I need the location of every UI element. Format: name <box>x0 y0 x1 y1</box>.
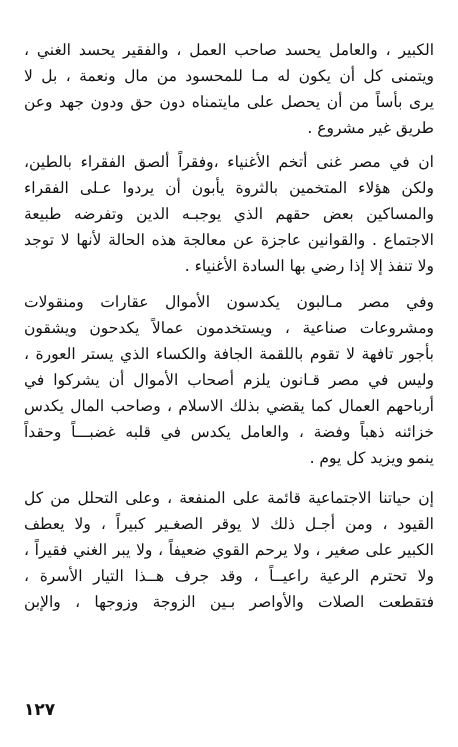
text-line: ولا تنفذ إلا إذا رضي بها السادة الأغنياء . <box>184 257 434 275</box>
text-line: ان في مصر غنى أتخم الأغنياء ،وفقراً ألصق الفقراء بالطين، <box>24 153 434 171</box>
text-line: خزائنه ذهباً وفضة ، والعامل يكدس في قلبه غضبـــاً وحقداً <box>24 423 434 441</box>
text-line: إن حياتنا الاجتماعية قائمة على المنفعة ، وعلى التحلل من كل <box>24 489 434 507</box>
text-line: ولكن هؤلاء المتخمين بالثروة يأبون أن يردوا عـلى الفقراء <box>24 179 434 197</box>
text-line: ويتمنى كل أن يكون له مـا للمحسود من مال ونعمة ، بل لا <box>24 67 434 85</box>
text-line: ينمو ويزيد كل يوم . <box>309 449 434 467</box>
text-line: الكبير على صغير ، ولا يرحم القوي ضعيفاً ، ولا يبر الغني فقيراً ، <box>24 541 434 559</box>
text-line: الكبير ، والعامل يحسد صاحب العمل ، والفقير يحسد الغني ، <box>24 41 434 59</box>
text-line: يرى بأساً من أن يحصل على مايتمناه دون حق ودون جهد وعن <box>24 93 434 111</box>
text-line: وليس في مصر قـانون يلزم أصحاب الأموال أن يشركوا في <box>24 371 434 389</box>
text-line: ومشروعات صناعية ، ويستخدمون عمالاً يكدحون ويشقون <box>24 319 434 337</box>
text-line: فتقطعت الصلات والأواصر بـين الزوجة وزوجها ، والإبن <box>24 593 434 611</box>
text-line: ولا تحترم الرعية راعيــاً ، وقد جرف هــذا التيار الأسرة ، <box>24 567 434 585</box>
text-line: أرباحهم العمال كما يقضي بذلك الاسلام ، وصاحب المال يكدس <box>24 397 434 415</box>
text-line: وفي مصر مـالبون يكدسون الأموال عقارات ومنقولات <box>24 293 434 311</box>
text-line: الاجتماع . والقوانين عاجزة عن معالجة هذه الحالة لأنها لا توجد <box>24 231 434 249</box>
text-line: والمساكين بعض حقهم الذي يوجبـه الدين وتفرضه طبيعة <box>24 205 434 223</box>
text-line: بأجور تافهة لا تقوم باللقمة الجافة والكساء الذي يستر العورة ، <box>24 345 434 363</box>
text-line: طريق غير مشروع . <box>307 119 434 137</box>
text-line: القيود ، ومن أجـل ذلك لا يوقر الصغـير كبيراً ، ولا يعطف <box>24 515 434 533</box>
page-number: ١٢٧ <box>24 700 56 720</box>
